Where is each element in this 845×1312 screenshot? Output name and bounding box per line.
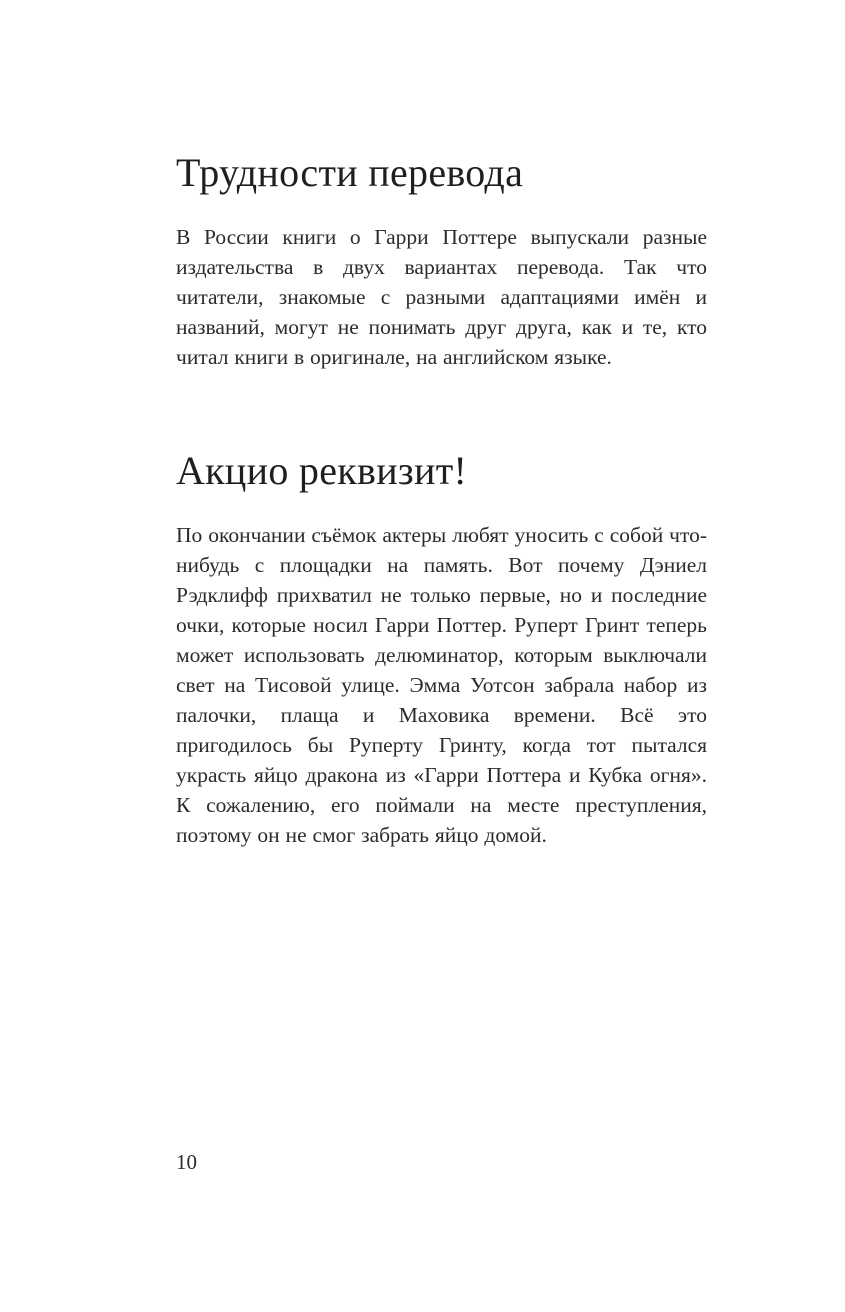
section-body-text: В России книги о Гарри Поттере выпускали разные издательства в двух вариантах перевода. Так что читатели, знакомые с разными адаптациями имён и названий, могут не понимать друг друга, как и те, кто читал книги в оригинале, на английском языке. xyxy=(176,225,707,369)
section-body-text: По окончании съёмок актеры любят уносить с собой что-нибудь с площадки на память. Вот почему Дэниел Рэдклифф прихватил не только первые, но и последние очки, которые носил Гарри Поттер. Руперт Гринт теперь может использовать делюминатор, которым выключали свет на Тисовой улице. Эмма Уотсон забрала набор из палочки, плаща и Маховика времени. Всё это пригодилось бы Руперту Гринту, когда тот пытался украсть яйцо дракона из «Гарри Поттера и Кубка огня». К сожалению, его поймали на месте преступления, поэтому он не смог забрать яйцо домой. xyxy=(176,523,707,847)
section-accio-props xyxy=(176,448,707,850)
section-translation-difficulties xyxy=(176,150,707,372)
section-heading: Трудности перевода xyxy=(176,150,524,195)
page-number: 10 xyxy=(176,1150,197,1174)
page-content xyxy=(176,150,707,850)
section-heading: Акцио реквизит! xyxy=(176,448,468,493)
